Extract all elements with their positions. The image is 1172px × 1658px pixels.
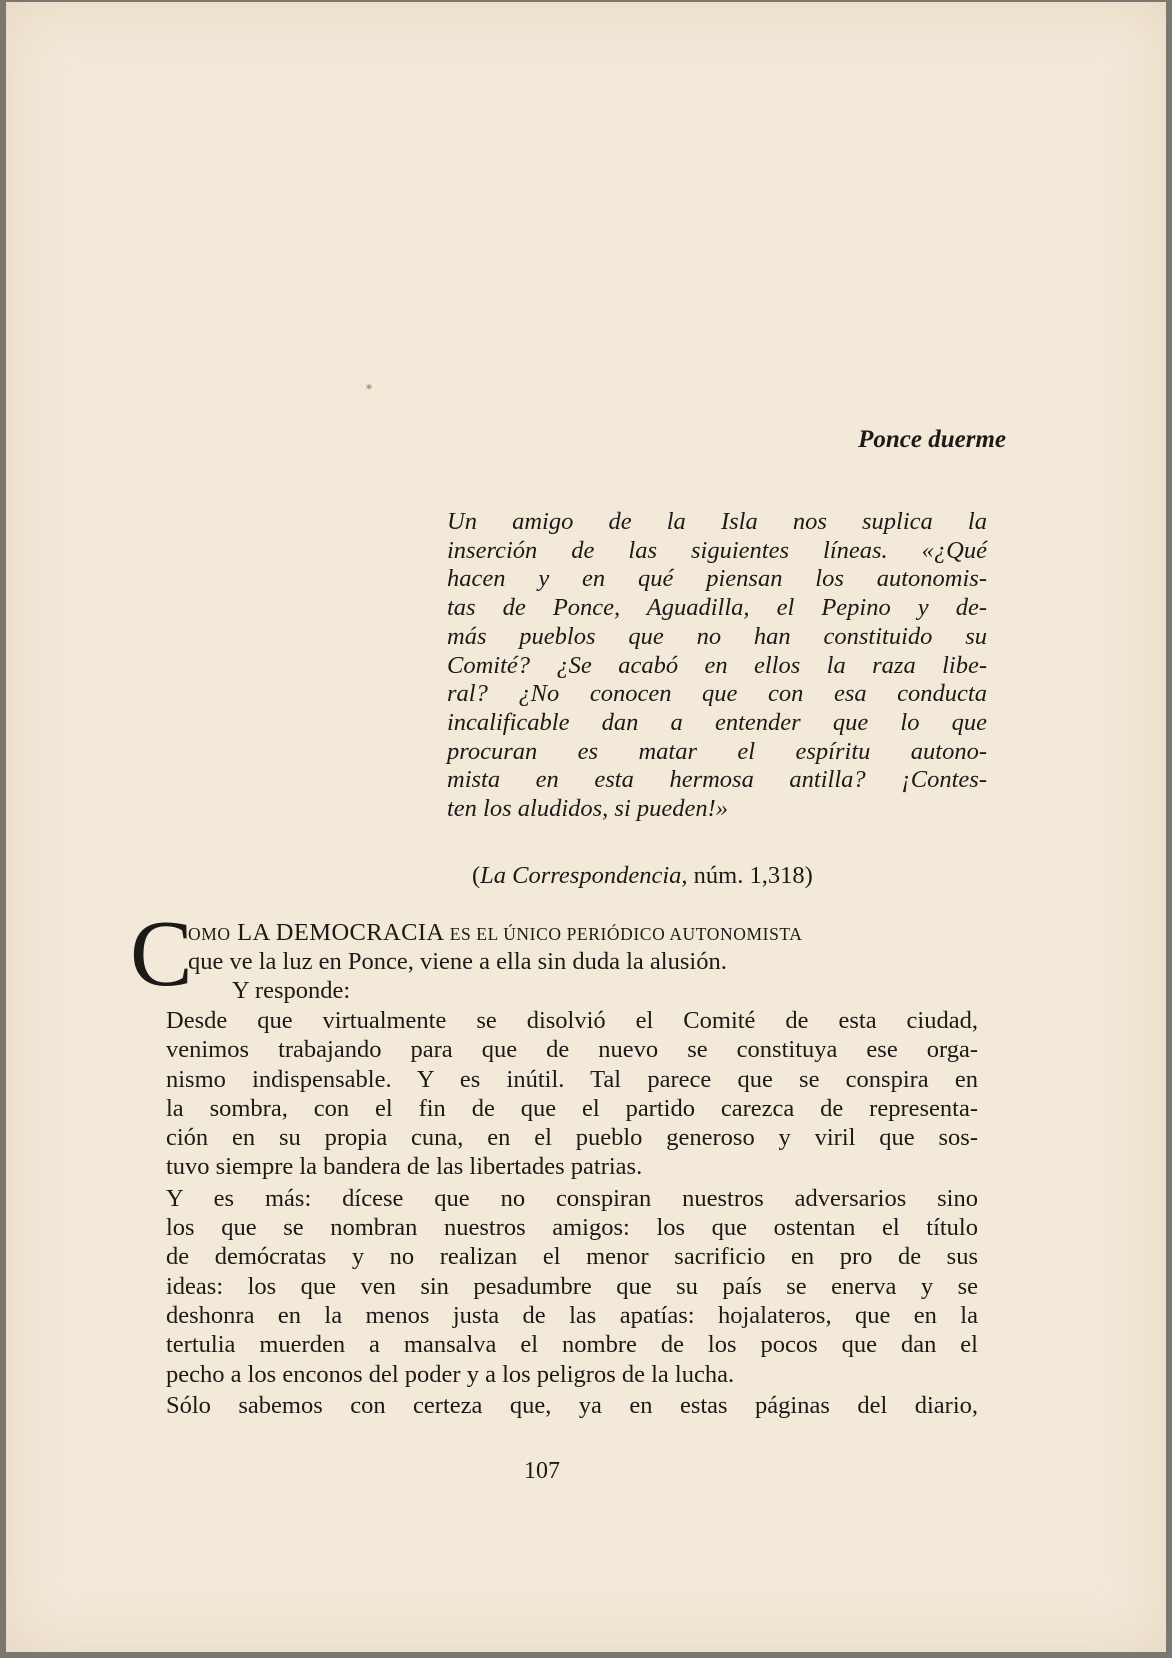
epigraph-quote — [447, 508, 987, 824]
epigraph-source — [472, 862, 813, 890]
caps-text: LA DEMOCRACIA — [230, 919, 450, 946]
epigraph-line: mista en esta hermosa antilla? ¡Contes- — [447, 766, 987, 794]
paragraph-line: la sombra, con el fin de que el partido carezca de representa- — [166, 1094, 978, 1122]
source-publication: La Correspondencia, — [480, 862, 688, 889]
opening-line-3: Y responde: — [232, 977, 351, 1004]
epigraph-line: inserción de las siguientes líneas. «¿Qué — [447, 536, 987, 564]
paragraph-line: ción en su propia cuna, en el pueblo generoso y viril que sos- — [166, 1124, 978, 1152]
epigraph-line: más pueblos que no han constituido su — [447, 622, 987, 650]
book-page — [6, 2, 1166, 1652]
ornament-mark: * — [366, 382, 372, 396]
paragraph-line: nismo indispensable. Y es inútil. Tal parece que se conspira en — [166, 1065, 978, 1093]
epigraph-line: ten los aludidos, si pueden!» — [447, 795, 729, 823]
epigraph-line: incalificable dan a entender que lo que — [447, 708, 987, 736]
paragraph-line: deshonra en la menos justa de las apatías: hojalateros, que en la — [166, 1301, 978, 1329]
epigraph-line: ral? ¿No conocen que con esa conducta — [447, 680, 987, 708]
smallcaps-text: ES EL ÚNICO PERIÓDICO AUTONOMISTA — [449, 924, 803, 944]
opening-line-2: que ve la luz en Ponce, viene a ella sin duda la alusión. — [188, 948, 727, 975]
paragraph-line: Desde que virtualmente se disolvió el Comité de esta ciudad, — [166, 1007, 978, 1034]
opening-line — [188, 918, 978, 949]
paragraph-line: tuvo siempre la bandera de las libertades patrias. — [166, 1153, 643, 1181]
source-open: ( — [472, 862, 481, 889]
opening-block — [130, 902, 978, 1006]
epigraph-line: hacen y en qué piensan los autonomis- — [447, 565, 987, 593]
epigraph-line: Un amigo de la Isla nos suplica la — [447, 508, 987, 535]
body-paragraph — [166, 1391, 978, 1420]
paragraph-line: pecho a los enconos del poder y a los peligros de la lucha. — [166, 1360, 735, 1388]
paragraph-line: tertulia muerden a mansalva el nombre de los pocos que dan el — [166, 1331, 978, 1359]
drop-cap: C — [130, 902, 193, 1006]
body-paragraph — [166, 1006, 978, 1182]
source-number: núm. 1,318) — [687, 862, 813, 889]
paragraph-line: los que se nombran nuestros amigos: los que ostentan el título — [166, 1214, 978, 1242]
article-body — [130, 902, 978, 1420]
epigraph-line: Comité? ¿Se acabó en ellos la raza libe- — [447, 651, 987, 679]
paragraph-line: Y es más: dícese que no conspiran nuestros adversarios sino — [166, 1184, 978, 1212]
paragraph-line: ideas: los que ven sin pesadumbre que su país se enerva y se — [166, 1272, 978, 1300]
epigraph-line: tas de Ponce, Aguadilla, el Pepino y de- — [447, 594, 987, 622]
epigraph-line: procuran es matar el espíritu autono- — [447, 737, 987, 765]
article-title: Ponce duerme — [858, 426, 1006, 453]
paragraph-line: Sólo sabemos con certeza que, ya en estas páginas del diario, — [166, 1391, 978, 1419]
body-paragraph — [166, 1184, 978, 1389]
smallcaps-text: OMO — [188, 924, 231, 944]
page-number: 107 — [524, 1458, 560, 1484]
paragraph-line: venimos trabajando para que de nuevo se constituya ese orga- — [166, 1036, 978, 1064]
paragraph-line: de demócratas y no realizan el menor sacrificio en pro de sus — [166, 1243, 978, 1271]
